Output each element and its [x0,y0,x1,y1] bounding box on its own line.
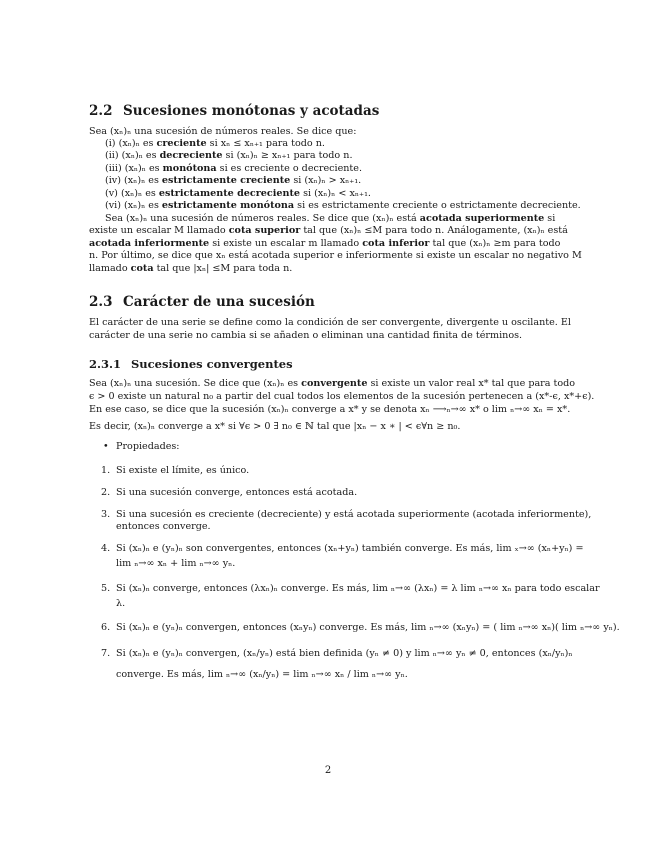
section-title: Sucesiones monótonas y acotadas [123,103,380,119]
list-number: 6. [101,622,111,633]
subsection-title: Sucesiones convergentes [131,357,293,371]
list-item: Si (xₙ)ₙ e (yₙ)ₙ convergen, (xₙ/yₙ) está bien definida (yₙ ≠ 0) y lim ₙ→∞ yₙ ≠ 0, entonces (xₙ/yₙ)ₙ [116,648,573,659]
definition-item: (i) (xₙ)ₙ es creciente si xₙ ≤ xₙ₊₁ para todo n. [105,138,325,149]
list-number: 2. [101,487,111,498]
paragraph-line: ϵ > 0 existe un natural n₀ a partir del cual todos los elementos de la sucesión pertenecen a (x*-ϵ, x*+ϵ). [89,391,595,402]
paragraph-line: n. Por último, se dice que xₙ está acotada superior e inferiormente si existe un escalar no negativo M [89,250,582,261]
section-title: Carácter de una sucesión [123,294,315,310]
section-number: 2.3 [89,294,113,310]
bullet-label: Propiedades: [116,441,180,452]
paragraph-line: existe un escalar M llamado cota superior tal que (xₙ)ₙ ≤M para todo n. Análogamente, (xₙ)ₙ está [89,225,568,236]
list-item-continuation: lim ₙ→∞ xₙ + lim ₙ→∞ yₙ. [116,558,236,569]
paragraph-line: Sea (xₙ)ₙ una sucesión. Se dice que (xₙ)ₙ es convergente si existe un valor real x* tal que para todo [89,378,576,389]
intro-line: Sea (xₙ)ₙ una sucesión de números reales. Se dice que: [89,126,357,137]
list-number: 1. [101,465,111,476]
page-number: 2 [324,765,332,776]
section-heading-2-2 [89,103,379,119]
list-item: Si (xₙ)ₙ e (yₙ)ₙ convergen, entonces (xₙyₙ) converge. Es más, lim ₙ→∞ (xₙyₙ) = ( lim ₙ→∞ xₙ)( lim ₙ→∞ yₙ). [116,622,620,633]
list-number: 4. [101,543,111,554]
paragraph-line: Sea (xₙ)ₙ una sucesión de números reales. Se dice que (xₙ)ₙ está acotada superiormente si [105,213,556,224]
paragraph-line: acotada inferiormente si existe un escalar m llamado cota inferior tal que (xₙ)ₙ ≥m para todo [89,238,561,249]
definition-item: (iv) (xₙ)ₙ es estrictamente creciente si (xₙ)ₙ > xₙ₊₁. [105,175,362,186]
paragraph-line: El carácter de una serie se define como la condición de ser convergente, divergente u oscilante. El [89,317,571,328]
list-number: 7. [101,648,111,659]
list-item: Si una sucesión converge, entonces está acotada. [116,487,358,498]
list-number: 3. [101,509,111,520]
definition-item: (vi) (xₙ)ₙ es estrictamente monótona si es estrictamente creciente o estrictamente decreciente. [105,200,581,211]
definition-item: (iii) (xₙ)ₙ es monótona si es creciente o decreciente. [105,163,363,174]
subsection-number: 2.3.1 [89,357,122,371]
paragraph-line: Es decir, (xₙ)ₙ converge a x* si ∀ϵ > 0 ∃ n₀ ∈ ℕ tal que |xₙ − x ∗ | < ϵ∀n ≥ n₀. [89,421,461,432]
subsection-heading-2-3-1 [89,357,293,371]
list-item: Si existe el límite, es único. [116,465,250,476]
paragraph-line: llamado cota tal que |xₙ| ≤M para toda n. [89,263,293,274]
definition-item: (v) (xₙ)ₙ es estrictamente decreciente si (xₙ)ₙ < xₙ₊₁. [105,188,371,199]
paragraph-line: En ese caso, se dice que la sucesión (xₙ)ₙ converge a x* y se denota xₙ ⟶ₙ→∞ x* o lim ₙ→∞ xₙ = x*. [89,404,571,415]
list-item-continuation: converge. Es más, lim ₙ→∞ (xₙ/yₙ) = lim ₙ→∞ xₙ / lim ₙ→∞ yₙ. [116,669,408,680]
paragraph-line: carácter de una serie no cambia si se añaden o eliminan una cantidad finita de términos. [89,330,523,341]
section-heading-2-3 [89,294,315,310]
list-item: Si (xₙ)ₙ e (yₙ)ₙ son convergentes, entonces (xₙ+yₙ) también converge. Es más, lim ₓ→∞ (xₙ+yₙ) = [116,543,584,554]
list-number: 5. [101,583,111,594]
list-item-continuation: entonces converge. [116,521,211,532]
list-item: Si una sucesión es creciente (decreciente) y está acotada superiormente (acotada inferiormente), [116,509,592,520]
bullet-icon: • [103,441,109,452]
section-number: 2.2 [89,103,113,119]
definition-item: (ii) (xₙ)ₙ es decreciente si (xₙ)ₙ ≥ xₙ₊₁ para todo n. [105,150,353,161]
list-item: Si (xₙ)ₙ converge, entonces (λxₙ)ₙ converge. Es más, lim ₙ→∞ (λxₙ) = λ lim ₙ→∞ xₙ para todo escalar [116,583,600,594]
list-item-continuation: λ. [116,598,126,609]
